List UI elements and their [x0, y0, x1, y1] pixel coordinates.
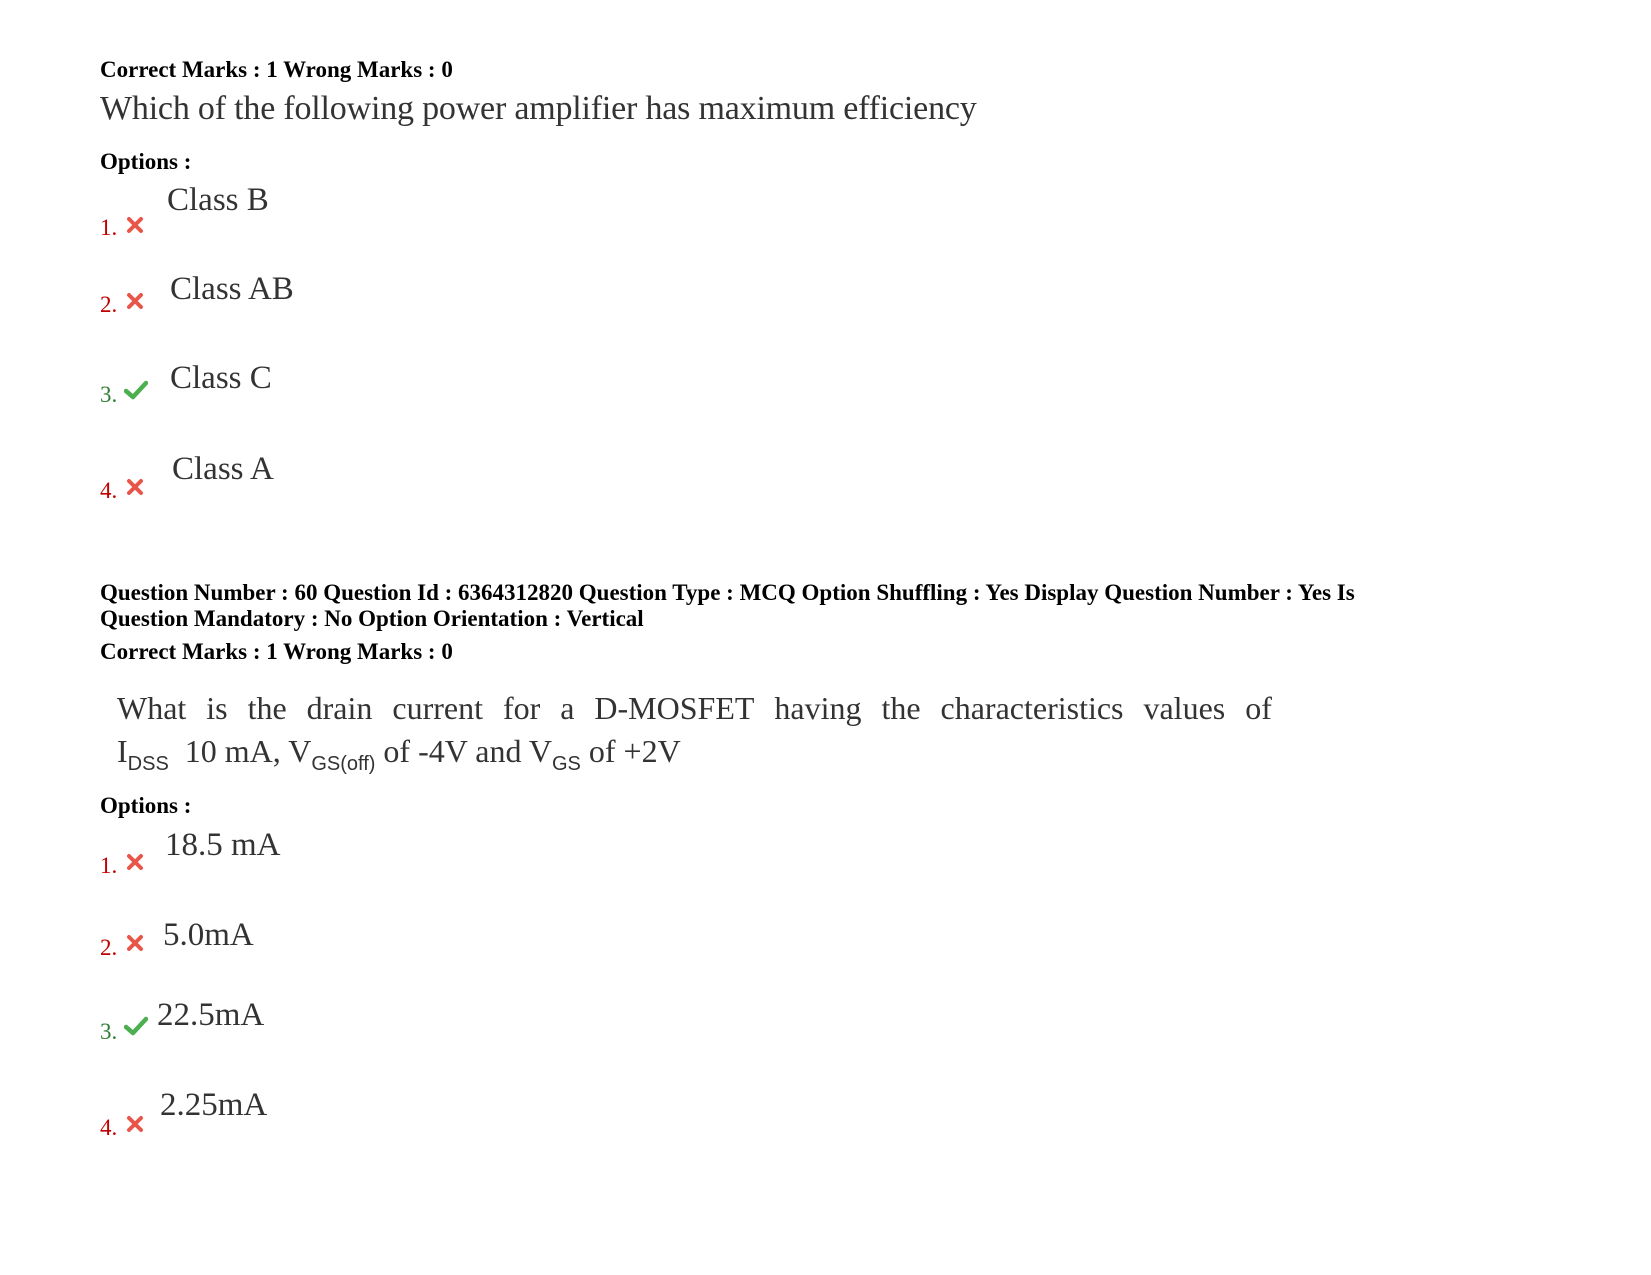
- q59-option-3-text: Class C: [170, 360, 272, 396]
- cross-icon: [126, 292, 144, 310]
- q60-question-line1: [117, 690, 1272, 727]
- q60-option-4-text: 2.25mA: [160, 1087, 268, 1123]
- q60-word: current: [392, 690, 483, 726]
- q60-word: of: [1245, 690, 1272, 726]
- q60-option-4-number: 4.: [100, 1115, 118, 1140]
- q60-options-label: Options :: [100, 793, 192, 818]
- q60-word: a: [560, 690, 575, 726]
- cross-icon: [126, 853, 144, 871]
- q60-text-part2: of -4V and V: [383, 733, 552, 769]
- q60-word: characteristics: [940, 690, 1124, 726]
- q60-question-line2: [117, 733, 681, 775]
- q60-meta-line1: Question Number : 60 Question Id : 6364312820 Question Type : MCQ Option Shuffling : Yes Display Question Number : Yes Is: [100, 580, 1355, 605]
- q59-options-label: Options :: [100, 149, 192, 174]
- cross-icon: [126, 216, 144, 234]
- q59-option-3-number: 3.: [100, 382, 118, 407]
- q59-option-4-number: 4.: [100, 478, 118, 503]
- q59-option-2-number: 2.: [100, 292, 118, 317]
- q60-word: for: [502, 690, 541, 726]
- cross-icon: [126, 478, 144, 496]
- q60-v1-subscript: GS(off): [311, 753, 376, 775]
- q60-i-subscript: DSS: [127, 753, 169, 775]
- q60-text-part3: of +2V: [588, 733, 681, 769]
- q59-option-4-text: Class A: [172, 451, 274, 487]
- q60-word: What: [117, 690, 187, 726]
- cross-icon: [126, 934, 144, 952]
- q59-option-1-number: 1.: [100, 215, 118, 240]
- q60-option-2-text: 5.0mA: [163, 917, 254, 953]
- q60-word: values: [1143, 690, 1226, 726]
- q59-marks: Correct Marks : 1 Wrong Marks : 0: [100, 57, 453, 82]
- q60-word: the: [881, 690, 921, 726]
- q59-question: Which of the following power amplifier has maximum efficiency: [100, 90, 977, 127]
- q60-option-3-number: 3.: [100, 1019, 118, 1044]
- q60-option-3-text: 22.5mA: [157, 997, 265, 1033]
- q60-word: is: [206, 690, 228, 726]
- q59-option-1-text: Class B: [167, 182, 269, 218]
- q60-word: having: [774, 690, 862, 726]
- q60-i-symbol: I: [117, 733, 128, 769]
- q60-word: D-MOSFET: [594, 690, 755, 726]
- q60-text-part1: 10 mA, V: [184, 733, 312, 769]
- q59-option-2-text: Class AB: [170, 271, 294, 307]
- q60-word: drain: [306, 690, 373, 726]
- q60-option-1-text: 18.5 mA: [165, 827, 281, 863]
- q60-option-2-number: 2.: [100, 935, 118, 960]
- q60-meta-line2: Question Mandatory : No Option Orientation : Vertical: [100, 606, 644, 631]
- q60-option-1-number: 1.: [100, 853, 118, 878]
- q60-marks: Correct Marks : 1 Wrong Marks : 0: [100, 639, 453, 664]
- cross-icon: [126, 1115, 144, 1133]
- q60-word: the: [247, 690, 287, 726]
- q60-v2-subscript: GS: [551, 753, 581, 775]
- check-icon: [124, 1016, 148, 1036]
- check-icon: [124, 380, 148, 400]
